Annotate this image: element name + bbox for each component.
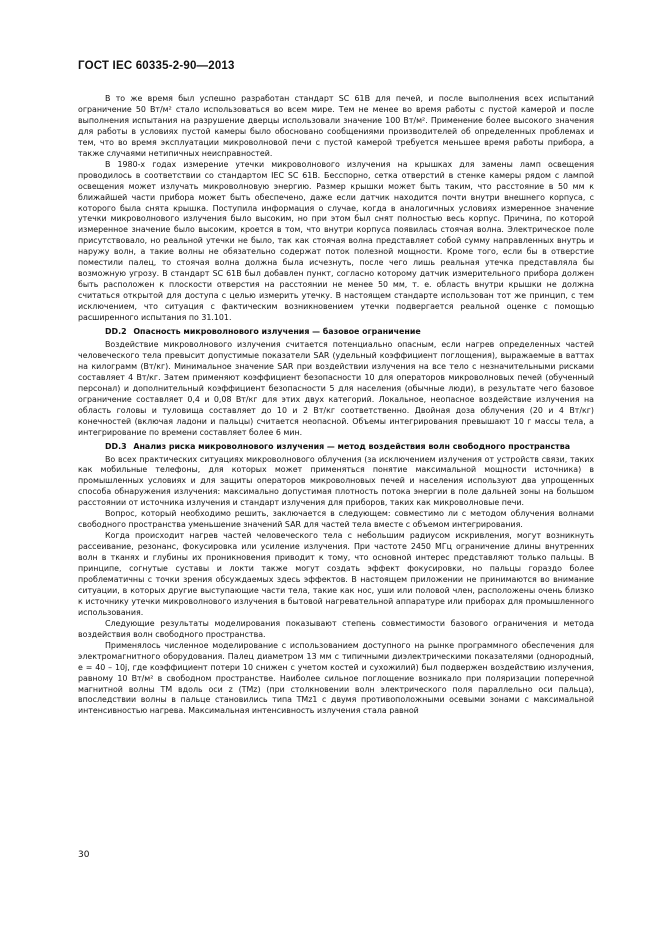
paragraph: Во всех практических ситуациях микроволнового облучения (за исключением излучения от устройств связи, таких как мобильные телефоны, для которых может применяться понятие максимальной мощности источника) в промышленных условиях и для защиты операторов микроволновых печей и населения используют два упрощенных способа обнаружения излучения: максимально допустимая плотность потока энергии в поле дальней зоны на большом расстоянии от источника излучения и стандарт излучения для приборов, таких как микроволновые печи.	[78, 454, 594, 508]
section-heading-dd3	[78, 442, 594, 453]
paragraph: В 1980-х годах измерение утечки микроволнового излучения на крышках для замены ламп освещения проводилось в соответствии со стандартом IEC SC 61B. Бесспорно, сетка отверстий в стенке камеры рядом с лампой освещения может излучать микроволновую энергию. Размер крышки может быть таким, что расстояние в 50 мм к ближайшей части прибора может быть обеспечено, даже если датчик находится почти внутри внешнего корпуса, с которого была снята крышка. Поступила информация о случае, когда в аналогичных условиях измеренное значение утечки микроволнового излучения было высоким, но при этом был снят полностью весь корпус. Причина, по которой измеренное значение было высоким, кроется в том, что внутри корпуса появилась стоячая волна. Электрическое поле присутствовало, но реальной утечки не было, так как стоячая волна представляет собой сумму направленных внутрь и наружу волн, а такие волны не обязательно содержат поток полезной мощности. Кроме того, если бы в отверстие поместили палец, то стоячая волна должна была исчезнуть, после чего лишь реальная утечка представляла бы возможную угрозу. В стандарт SC 61B был добавлен пункт, согласно которому датчик измерительного прибора должен быть расположен к плоскости отверстия на расстоянии не менее 50 мм, т. е. область внутри крышки не должна считаться открытой для доступа с целью измерить утечку. В настоящем стандарте использован тот же принцип, с тем исключением, что ситуация с фактическим возникновением утечки подвергается реальной оценке с помощью расширенного испытания по 31.101.	[78, 159, 594, 323]
paragraph: Следующие результаты моделирования показывают степень совместимости базового ограничения и метода воздействия волн свободного пространства.	[78, 618, 594, 639]
document-body	[78, 94, 594, 717]
paragraph: Когда происходит нагрев частей человеческого тела с небольшим радиусом искривления, могут возникнуть рассеивание, резонанс, фокусировка или усиление излучения. При частоте 2450 МГц ограничение длины внутренних волн в тканях и глубины их проникновения приводит к тому, что основной интерес представляют только пальцы. В принципе, согнутые суставы и локти также могут создать эффект фокусировки, но пальцы гораздо более проблематичны с точки зрения обсуждаемых здесь эффектов. В настоящем приложении не принимаются во внимание ситуации, в которых другие выступающие части тела, такие как нос, уши или половой член, расположены очень близко к источнику утечки микроволнового излучения в бытовой нагревательной аппаратуре или приборах для промышленного использования.	[78, 531, 594, 617]
section-heading-dd2	[78, 327, 594, 338]
document-header: ГОСТ IEC 60335-2-90—2013	[78, 60, 235, 72]
section-number: DD.3	[105, 441, 127, 451]
paragraph: Вопрос, который необходимо решить, заключается в следующем: совместимо ли с методом облучения волнами свободного пространства уменьшение значений SAR для частей тела вместе с объемом интегрирования.	[78, 509, 594, 530]
paragraph: Воздействие микроволнового излучения считается потенциально опасным, если нагрев определенных частей человеческого тела превысит допустимые показатели SAR (удельный коэффициент поглощения), выражаемые в ваттах на килограмм (Вт/кг). Минимальное значение SAR при воздействии излучения на все тело с незначительными рисками составляет 4 Вт/кг. Затем применяют коэффициент безопасности 10 для операторов микроволновых печей (обученный персонал) и дополнительный коэффициент безопасности 5 для населения (обычные люди), в результате чего базовое ограничение составляет 0,4 и 0,08 Вт/кг для этих двух категорий. Локальное, неопасное воздействие излучения на область головы и туловища составляет до 10 и 2 Вт/кг соответственно. Двойная доза облучения (20 и 4 Вт/кг) конечностей (включая ладони и пальцы) считается неопасной. Объемы интегрирования превышают 10 г массы тела, а интегрирование по времени составляет более 6 мин.	[78, 339, 594, 437]
paragraph: В то же время был успешно разработан стандарт SC 61B для печей, и после выполнения всех испытаний ограничение 50 Вт/м² стало использоваться во всем мире. Тем не менее во время работы с пустой камерой и после выполнения испытания на разрушение дверцы использовали значение 100 Вт/м². Применение более высокого значения для работы в условиях пустой камеры было обосновано сообщениями производителей об определенных проблемах и тем, что во время эксплуатации микроволновой печи с пустой камерой требуется меньшее время работы прибора, а также случаями нетипичных неисправностей.	[78, 94, 594, 158]
section-number: DD.2	[105, 327, 127, 337]
section-title: Анализ риска микроволнового излучения — метод воздействия волн свободного пространства	[133, 441, 571, 451]
section-title: Опасность микроволнового излучения — базовое ограничение	[133, 327, 421, 337]
page-number: 30	[78, 850, 90, 860]
paragraph: Применялось численное моделирование с использованием доступного на рынке программного обеспечения для электромагнитного оборудования. Палец диаметром 13 мм с типичными диэлектрическими показателями (однородный, e = 40 – 10j, где коэффициент потери 10 снижен с учетом костей и сухожилий) был подвержен воздействию излучения, равному 10 Вт/м² в свободном пространстве. Наиболее сильное поглощение возникало при поляризации поперечной магнитной волны ТМ вдоль оси z (ТМz) (при столкновении волн электрического поля параллельно оси пальца), впоследствии волны в пальце становились типа ТМz1 с двумя противоположными осевыми зонами с максимальной интенсивностью нагрева. Максимальная интенсивность излучения стала равной	[78, 640, 594, 716]
